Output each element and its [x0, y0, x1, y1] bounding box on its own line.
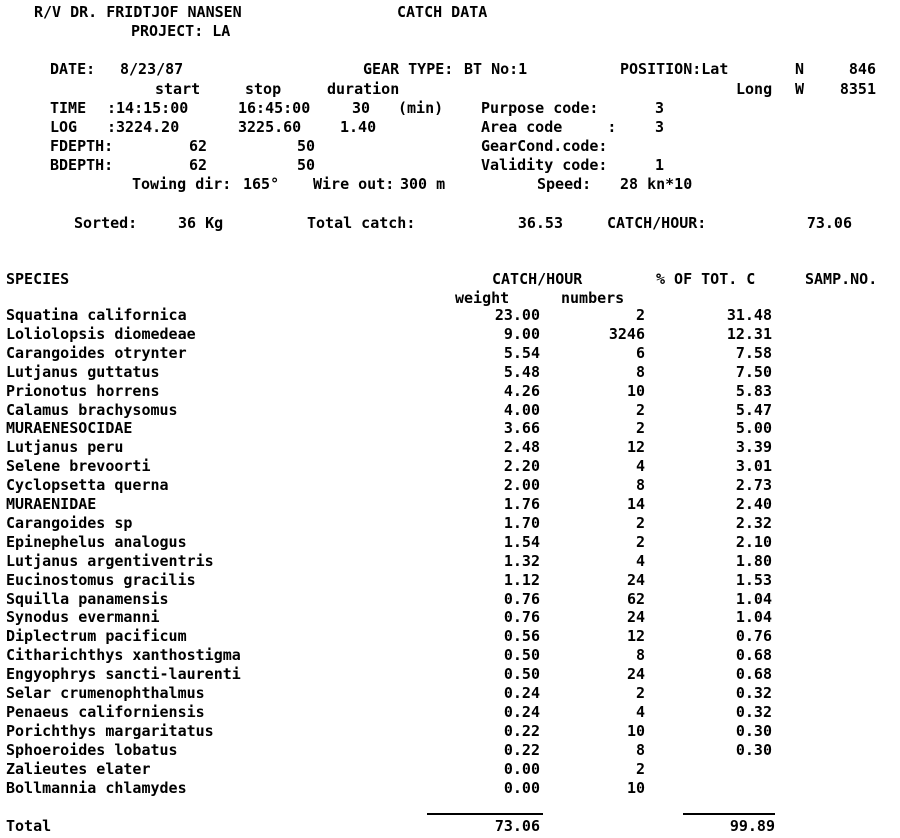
species-name: Selar crumenophthalmus: [6, 684, 205, 702]
speed-label: Speed:: [537, 175, 592, 193]
species-name: Squatina californica: [6, 306, 187, 324]
species-numbers: 24: [626, 608, 645, 626]
species-weight: 0.00: [503, 760, 540, 778]
species-pct: 0.30: [735, 722, 772, 740]
species-name: Diplectrum pacificum: [6, 627, 187, 645]
towing-label: Towing dir:: [132, 175, 232, 193]
species-weight: 1.54: [503, 533, 540, 551]
species-name: Lutjanus argentiventris: [6, 552, 214, 570]
species-weight: 1.76: [503, 495, 540, 513]
species-numbers: 2: [635, 533, 645, 551]
species-pct: 0.76: [735, 627, 772, 645]
species-numbers: 12: [626, 438, 645, 456]
species-weight: 0.76: [503, 608, 540, 626]
total-catch-value: 36.53: [517, 214, 563, 232]
species-name: Synodus evermanni: [6, 608, 160, 626]
col-stop-header: stop: [245, 80, 282, 98]
log-start: :3224.20: [107, 118, 180, 136]
species-name: Calamus brachysomus: [6, 401, 178, 419]
catch-per-hour-label: CATCH/HOUR:: [607, 214, 707, 232]
document-title: CATCH DATA: [397, 3, 488, 21]
bdepth-label: BDEPTH:: [50, 156, 114, 174]
total-pct: 99.89: [729, 817, 775, 835]
towing-value: 165°: [243, 175, 280, 193]
long-value: 8351: [839, 80, 876, 98]
species-name: Lutjanus guttatus: [6, 363, 160, 381]
species-numbers: 12: [626, 627, 645, 645]
species-weight: 5.48: [503, 363, 540, 381]
species-weight: 0.56: [503, 627, 540, 645]
species-pct: 2.32: [735, 514, 772, 532]
species-numbers: 24: [626, 571, 645, 589]
species-name: Engyophrys sancti-laurenti: [6, 665, 241, 683]
fdepth-start: 62: [189, 137, 208, 155]
species-numbers: 4: [635, 703, 645, 721]
species-name: MURAENESOCIDAE: [6, 419, 133, 437]
species-weight: 0.24: [503, 684, 540, 702]
pct-total-rule: [683, 813, 775, 815]
species-numbers: 8: [635, 741, 645, 759]
log-stop: 3225.60: [238, 118, 302, 136]
wire-value: 300 m: [400, 175, 446, 193]
species-weight: 4.26: [503, 382, 540, 400]
gearcond-label: GearCond.code:: [481, 137, 608, 155]
species-numbers: 10: [626, 722, 645, 740]
species-name: Prionotus horrens: [6, 382, 160, 400]
position-label: POSITION:Lat: [620, 60, 729, 78]
species-name: Lutjanus peru: [6, 438, 124, 456]
species-weight: 0.50: [503, 646, 540, 664]
species-weight: 0.22: [503, 722, 540, 740]
species-name: Eucinostomus gracilis: [6, 571, 196, 589]
species-pct: 0.68: [735, 646, 772, 664]
species-weight: 0.50: [503, 665, 540, 683]
species-numbers: 2: [635, 419, 645, 437]
species-weight: 3.66: [503, 419, 540, 437]
species-numbers: 2: [635, 760, 645, 778]
validity-value: 1: [655, 156, 665, 174]
species-weight: 2.00: [503, 476, 540, 494]
species-name: Carangoides otrynter: [6, 344, 187, 362]
species-weight: 5.54: [503, 344, 540, 362]
species-weight: 0.76: [503, 590, 540, 608]
sorted-value: 36 Kg: [178, 214, 224, 232]
log-label: LOG: [50, 118, 78, 136]
species-weight: 4.00: [503, 401, 540, 419]
species-pct: 1.53: [735, 571, 772, 589]
species-numbers: 14: [626, 495, 645, 513]
project-label: PROJECT: LA: [131, 22, 231, 40]
species-name: Cyclopsetta querna: [6, 476, 169, 494]
species-numbers: 8: [635, 646, 645, 664]
species-numbers: 10: [626, 779, 645, 797]
species-pct: 5.83: [735, 382, 772, 400]
samp-no-header: SAMP.NO.: [805, 270, 878, 288]
total-catch-label: Total catch:: [307, 214, 416, 232]
species-numbers: 4: [635, 552, 645, 570]
species-name: Squilla panamensis: [6, 590, 169, 608]
col-start-header: start: [155, 80, 201, 98]
bdepth-stop: 50: [297, 156, 316, 174]
long-label: Long: [736, 80, 773, 98]
date-value: 8/23/87: [120, 60, 184, 78]
validity-label: Validity code:: [481, 156, 608, 174]
species-pct: 1.04: [735, 590, 772, 608]
species-header: SPECIES: [6, 270, 70, 288]
species-pct: 3.01: [735, 457, 772, 475]
species-pct: 2.40: [735, 495, 772, 513]
species-weight: 0.24: [503, 703, 540, 721]
species-pct: 0.30: [735, 741, 772, 759]
species-weight: 1.12: [503, 571, 540, 589]
species-numbers: 2: [635, 306, 645, 324]
species-weight: 0.00: [503, 779, 540, 797]
species-numbers: 10: [626, 382, 645, 400]
species-pct: 0.68: [735, 665, 772, 683]
species-weight: 1.32: [503, 552, 540, 570]
fdepth-stop: 50: [297, 137, 316, 155]
species-weight: 0.22: [503, 741, 540, 759]
species-pct: 5.47: [735, 401, 772, 419]
species-name: Carangoides sp: [6, 514, 133, 532]
species-numbers: 6: [635, 344, 645, 362]
species-pct: 7.50: [735, 363, 772, 381]
catch-per-hour-value: 73.06: [806, 214, 852, 232]
species-numbers: 4: [635, 457, 645, 475]
time-start: :14:15:00: [107, 99, 189, 117]
species-numbers: 62: [626, 590, 645, 608]
log-duration: 1.40: [340, 118, 377, 136]
speed-value: 28 kn*10: [620, 175, 693, 193]
species-pct: 7.58: [735, 344, 772, 362]
weight-header: weight: [455, 289, 510, 307]
species-name: Porichthys margaritatus: [6, 722, 214, 740]
species-name: Epinephelus analogus: [6, 533, 187, 551]
species-weight: 2.20: [503, 457, 540, 475]
species-numbers: 2: [635, 684, 645, 702]
time-unit: (min): [398, 99, 444, 117]
date-label: DATE:: [50, 60, 96, 78]
time-stop: 16:45:00: [238, 99, 311, 117]
species-name: Selene brevoorti: [6, 457, 151, 475]
lat-hemisphere: N: [795, 60, 805, 78]
long-hemisphere: W: [795, 80, 805, 98]
time-label: TIME: [50, 99, 87, 117]
species-pct: 3.39: [735, 438, 772, 456]
species-name: Zalieutes elater: [6, 760, 151, 778]
species-name: Penaeus californiensis: [6, 703, 205, 721]
species-pct: 1.04: [735, 608, 772, 626]
species-pct: 2.10: [735, 533, 772, 551]
species-pct: 31.48: [726, 306, 772, 324]
gear-type-label: GEAR TYPE:: [363, 60, 454, 78]
species-name: Bollmannia chlamydes: [6, 779, 187, 797]
wire-label: Wire out:: [313, 175, 395, 193]
time-duration: 30: [352, 99, 371, 117]
area-value: 3: [655, 118, 665, 136]
purpose-label: Purpose code:: [481, 99, 599, 117]
species-pct: 5.00: [735, 419, 772, 437]
lat-value: 846: [848, 60, 876, 78]
pct-total-header: % OF TOT. C: [656, 270, 756, 288]
species-pct: 0.32: [735, 684, 772, 702]
species-numbers: 8: [635, 476, 645, 494]
species-pct: 1.80: [735, 552, 772, 570]
species-numbers: 3246: [608, 325, 645, 343]
weight-total-rule: [427, 813, 543, 815]
species-numbers: 24: [626, 665, 645, 683]
species-name: Sphoeroides lobatus: [6, 741, 178, 759]
species-numbers: 2: [635, 514, 645, 532]
species-weight: 2.48: [503, 438, 540, 456]
species-numbers: 8: [635, 363, 645, 381]
species-weight: 9.00: [503, 325, 540, 343]
species-name: Loliolopsis diomedeae: [6, 325, 196, 343]
vessel-name: R/V DR. FRIDTJOF NANSEN: [34, 3, 242, 21]
purpose-value: 3: [655, 99, 665, 117]
total-weight: 73.06: [494, 817, 540, 835]
species-name: Citharichthys xanthostigma: [6, 646, 241, 664]
species-name: MURAENIDAE: [6, 495, 97, 513]
area-label: Area code :: [481, 118, 617, 136]
species-pct: 12.31: [726, 325, 772, 343]
sorted-label: Sorted:: [74, 214, 138, 232]
species-weight: 23.00: [494, 306, 540, 324]
species-pct: 2.73: [735, 476, 772, 494]
catch-hour-header: CATCH/HOUR: [492, 270, 583, 288]
fdepth-label: FDEPTH:: [50, 137, 114, 155]
gear-type-value: BT No:1: [464, 60, 528, 78]
species-weight: 1.70: [503, 514, 540, 532]
bdepth-start: 62: [189, 156, 208, 174]
species-pct: 0.32: [735, 703, 772, 721]
total-label: Total: [6, 817, 52, 835]
species-numbers: 2: [635, 401, 645, 419]
col-duration-header: duration: [327, 80, 400, 98]
numbers-header: numbers: [561, 289, 625, 307]
